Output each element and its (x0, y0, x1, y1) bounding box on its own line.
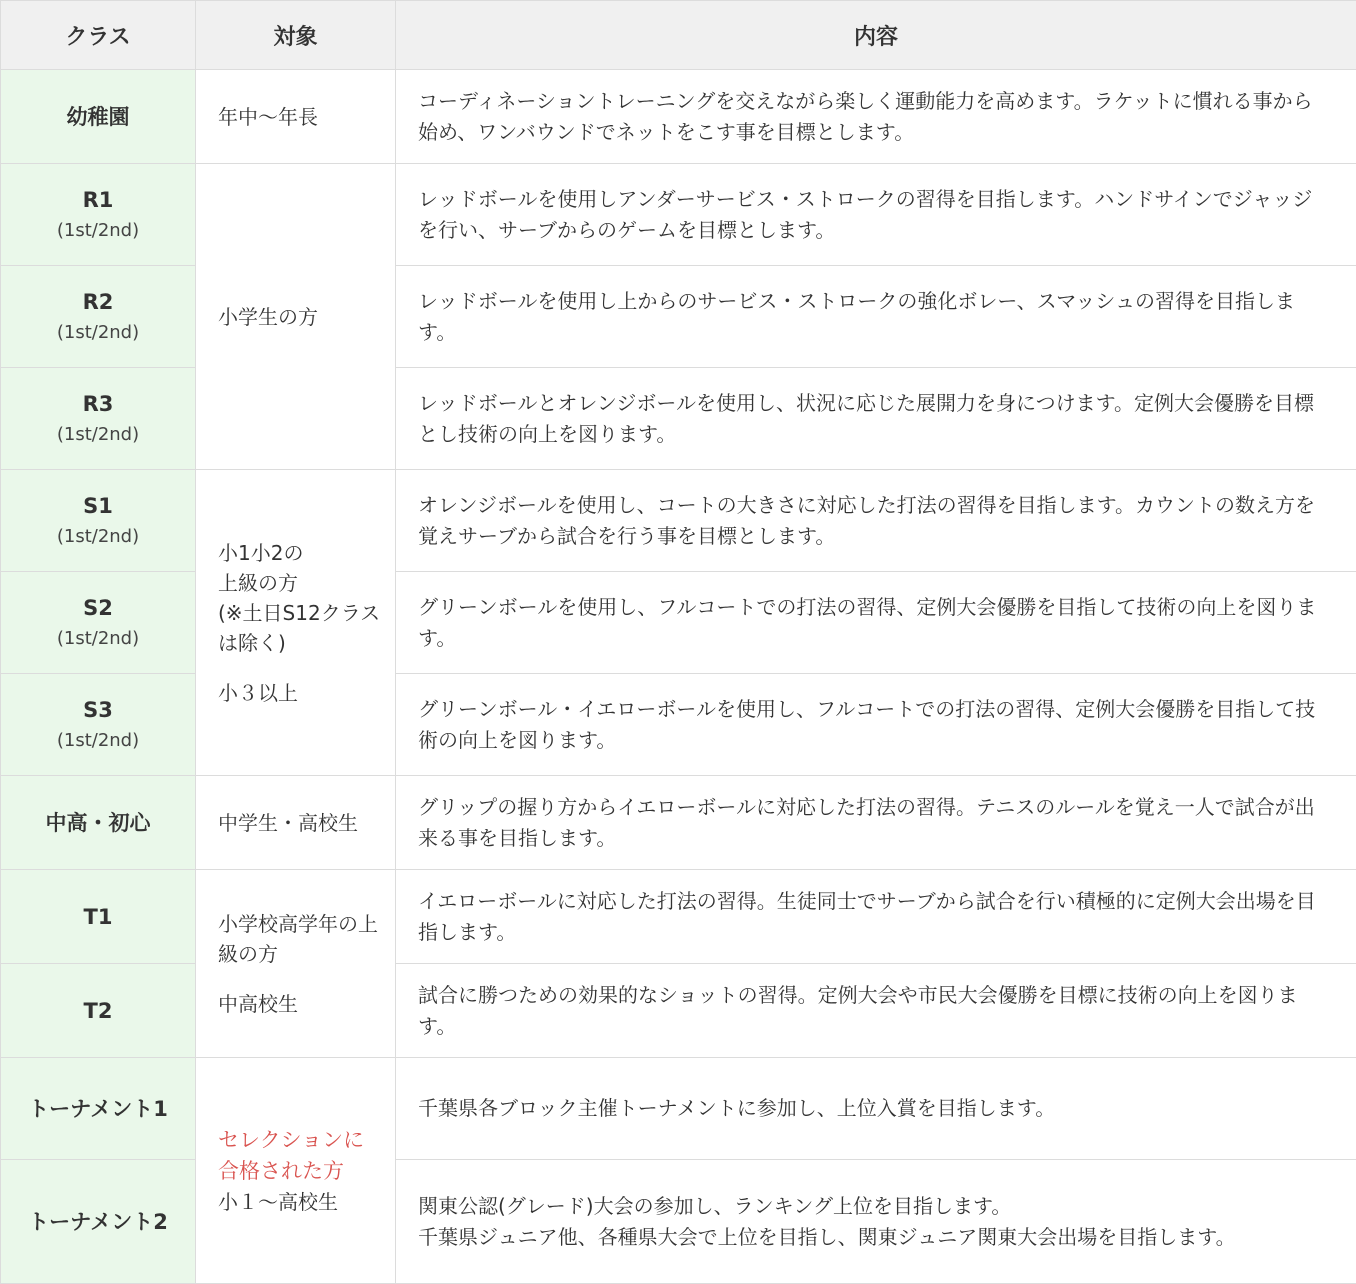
content-cell: 関東公認(グレード)大会の参加し、ランキング上位を目指します。 千葉県ジュニア他、各種県大会で上位を目指し、関東ジュニア関東大会出場を目指します。 (396, 1160, 1356, 1284)
class-name: R2 (1st/2nd) (1, 266, 196, 368)
class-name: S2 (1st/2nd) (1, 572, 196, 674)
content-cell: 千葉県各ブロック主催トーナメントに参加し、上位入賞を目指します。 (396, 1058, 1356, 1160)
content-cell: 試合に勝つための効果的なショットの習得。定例大会や市民大会優勝を目標に技術の向上を図ります。 (396, 964, 1356, 1058)
class-sub-label: (1st/2nd) (56, 525, 140, 547)
table-row (1, 70, 1356, 164)
class-sub-label: (1st/2nd) (56, 219, 140, 241)
table-row (1, 870, 1356, 964)
content-cell: レッドボールを使用し上からのサービス・ストロークの強化ボレー、スマッシュの習得を目指します。 (396, 266, 1356, 368)
class-name: S1 (1st/2nd) (1, 470, 196, 572)
class-sub-label: (1st/2nd) (56, 729, 140, 751)
header-content: 内容 (396, 1, 1356, 70)
target-cell: 小1小2の 上級の方 (※土日S12クラスは除く) 小３以上 (196, 470, 396, 776)
content-cell: コーディネーショントレーニングを交えながら楽しく運動能力を高めます。ラケットに慣れる事から始め、ワンバウンドでネットをこす事を目標とします。 (396, 70, 1356, 164)
table-row (1, 776, 1356, 870)
class-name: S3 (1st/2nd) (1, 674, 196, 776)
content-cell: グリップの握り方からイエローボールに対応した打法の習得。テニスのルールを覚え一人で試合が出来る事を目指します。 (396, 776, 1356, 870)
target-cell: 中学生・高校生 (196, 776, 396, 870)
table-row (1, 1058, 1356, 1160)
class-name: 中高・初心 (1, 776, 196, 870)
class-name: R3 (1st/2nd) (1, 368, 196, 470)
content-cell: オレンジボールを使用し、コートの大きさに対応した打法の習得を目指します。カウントの数え方を覚えサーブから試合を行う事を目標とします。 (396, 470, 1356, 572)
class-sub-label: (1st/2nd) (56, 627, 140, 649)
class-name: 幼稚園 (1, 70, 196, 164)
selection-note: セレクションに合格された方 (218, 1127, 365, 1183)
target-cell: セレクションに合格された方 小１〜高校生 (196, 1058, 396, 1284)
target-cell: 年中〜年長 (196, 70, 396, 164)
table-row (1, 164, 1356, 266)
class-name: T1 (1, 870, 196, 964)
class-sub-label: (1st/2nd) (56, 423, 140, 445)
class-name: トーナメント2 (1, 1160, 196, 1284)
header-row (1, 1, 1356, 70)
table-row (1, 470, 1356, 572)
target-cell: 小学校高学年の上級の方 中高校生 (196, 870, 396, 1058)
class-sub-label: (1st/2nd) (56, 321, 140, 343)
content-cell: レッドボールとオレンジボールを使用し、状況に応じた展開力を身につけます。定例大会優勝を目標とし技術の向上を図ります。 (396, 368, 1356, 470)
header-target: 対象 (196, 1, 396, 70)
content-cell: イエローボールに対応した打法の習得。生徒同士でサーブから試合を行い積極的に定例大会出場を目指します。 (396, 870, 1356, 964)
class-name: R1 (1st/2nd) (1, 164, 196, 266)
content-cell: グリーンボール・イエローボールを使用し、フルコートでの打法の習得、定例大会優勝を目指して技術の向上を図ります。 (396, 674, 1356, 776)
target-cell: 小学生の方 (196, 164, 396, 470)
class-name: トーナメント1 (1, 1058, 196, 1160)
content-cell: レッドボールを使用しアンダーサービス・ストロークの習得を目指します。ハンドサインでジャッジを行い、サーブからのゲームを目標とします。 (396, 164, 1356, 266)
header-class: クラス (1, 1, 196, 70)
content-cell: グリーンボールを使用し、フルコートでの打法の習得、定例大会優勝を目指して技術の向上を図ります。 (396, 572, 1356, 674)
class-name: T2 (1, 964, 196, 1058)
